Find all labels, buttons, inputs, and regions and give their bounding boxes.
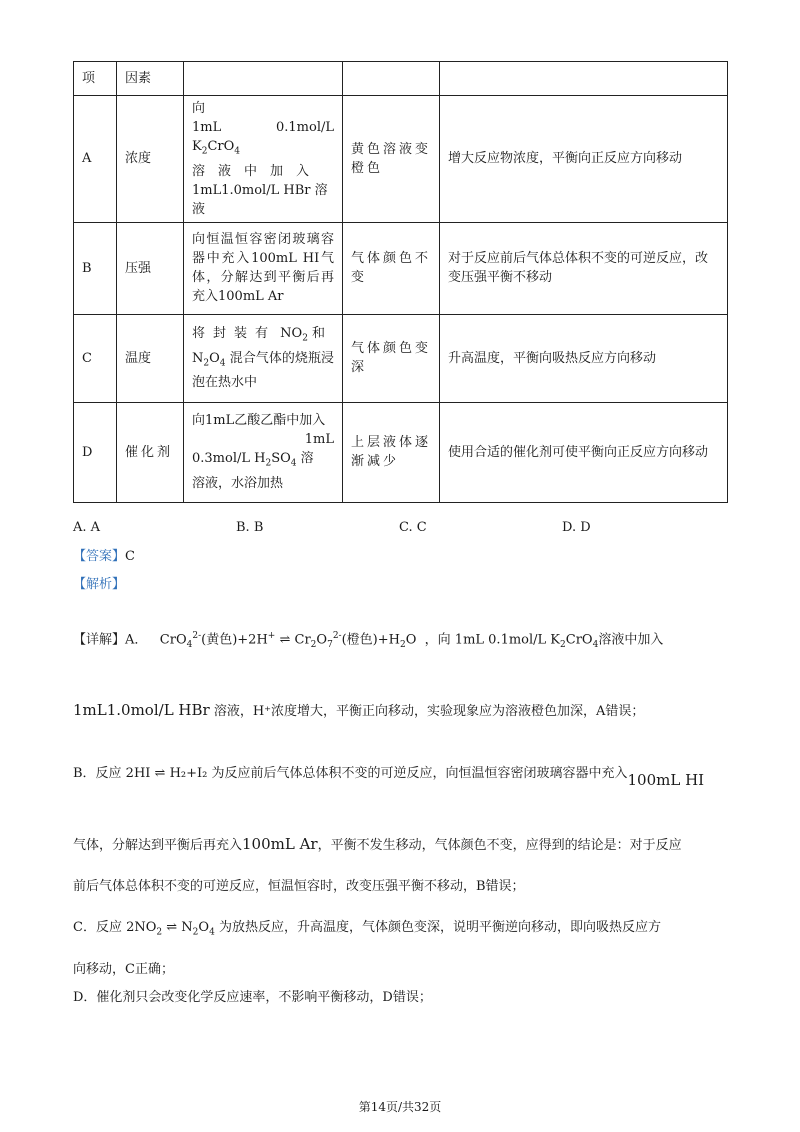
row-factor: 压强 <box>117 222 184 314</box>
detail-a-line1: 【详解】A． CrO$_4^{2-}$(黄色)+2H+ ⇌ $Cr_2O_7^{2-}$(橙色)$+H_2O$ ，向 1mL 0.1mol/L $K_2CrO_4$溶液中加入 <box>73 631 664 650</box>
row-phenomenon: 上层液体逐渐减少 <box>343 402 440 502</box>
answer-line <box>73 547 733 567</box>
row-condition: 向 1mL 0.1mol/L $K_2CrO_4$ 溶 液 中 加 入 1mL1.0mol/L HBr 溶 液 <box>184 96 343 223</box>
row-conclusion: 使用合适的催化剂可使平衡向正反应方向移动 <box>440 402 728 502</box>
detail-b-line1: B．反应 2HI ⇌ H₂+I₂ 为反应前后气体总体积不变的可逆反应，向恒温恒容密闭玻璃容器中充入100mL HI <box>73 766 705 789</box>
detail-a-line2: 1mL1.0mol/L HBr 溶液，H⁺浓度增大，平衡正向移动，实验现象应为溶液橙色加深，A错误； <box>73 701 645 719</box>
detail-label: 【详解】 <box>73 632 126 648</box>
row-conclusion: 增大反应物浓度，平衡向正反应方向移动 <box>440 96 728 223</box>
analysis-label: 【解析】 <box>73 577 126 592</box>
detail-c-line1: C．反应 $2NO_2$ ⇌ $N_2O_4$ 为放热反应，升高温度，气体颜色变深，说明平衡逆向移动，即向吸热反应方 <box>73 920 661 938</box>
table-header-row <box>74 62 728 96</box>
row-item: D <box>74 402 117 502</box>
answer-options <box>73 520 728 540</box>
option-d[interactable]: D. D <box>562 520 591 535</box>
table-row <box>74 314 728 402</box>
row-item: B <box>74 222 117 314</box>
detail-d-line: D．催化剂只会改变化学反应速率，不影响平衡移动，D错误； <box>73 990 432 1005</box>
table-row <box>74 222 728 314</box>
detail-b-line3: 前后气体总体积不变的可逆反应，恒温恒容时，改变压强平衡不移动，B错误； <box>73 879 525 894</box>
row-item: C <box>74 314 117 402</box>
detail-b-line2: 气体，分解达到平衡后再充入100mL Ar，平衡不发生移动，气体颜色不变，应得到的结论是：对于反应 <box>73 835 682 853</box>
experiment-table <box>73 61 728 503</box>
row-conclusion: 升高温度，平衡向吸热反应方向移动 <box>440 314 728 402</box>
answer-label: 【答案】 <box>73 549 126 564</box>
page-footer: 第14页/共32页 <box>358 1100 442 1114</box>
detail-c-line2: 向移动，C正确； <box>73 962 174 977</box>
answer-value: C <box>125 549 135 564</box>
row-factor: 催化剂 <box>117 402 184 502</box>
header-empty-3 <box>440 62 728 96</box>
row-phenomenon: 黄色溶液变橙色 <box>343 96 440 223</box>
header-factor: 因素 <box>117 62 184 96</box>
row-factor: 浓度 <box>117 96 184 223</box>
header-item: 项 <box>74 62 117 96</box>
row-item: A <box>74 96 117 223</box>
row-condition: 向恒温恒容密闭玻璃容器中充入100mL HI气体，分解达到平衡后再充入100mL Ar <box>184 222 343 314</box>
header-empty-2 <box>343 62 440 96</box>
row-conclusion: 对于反应前后气体总体积不变的可逆反应，改变压强平衡不移动 <box>440 222 728 314</box>
row-phenomenon: 气体颜色变深 <box>343 314 440 402</box>
row-condition: 将封装有 $NO_2$ 和 $N_2O_4$ 混合气体的烧瓶浸泡在热水中 <box>184 314 343 402</box>
table-row <box>74 96 728 223</box>
row-condition: 向1mL乙酸乙酯中加入 1mL 0.3mol/L $H_2SO_4$ 溶 溶液，水浴加热 <box>184 402 343 502</box>
option-a[interactable]: A. A <box>73 520 101 535</box>
header-empty-1 <box>184 62 343 96</box>
option-b[interactable]: B. B <box>236 520 264 535</box>
table-row <box>74 402 728 502</box>
row-factor: 温度 <box>117 314 184 402</box>
option-c[interactable]: C. C <box>399 520 427 535</box>
row-phenomenon: 气体颜色不变 <box>343 222 440 314</box>
